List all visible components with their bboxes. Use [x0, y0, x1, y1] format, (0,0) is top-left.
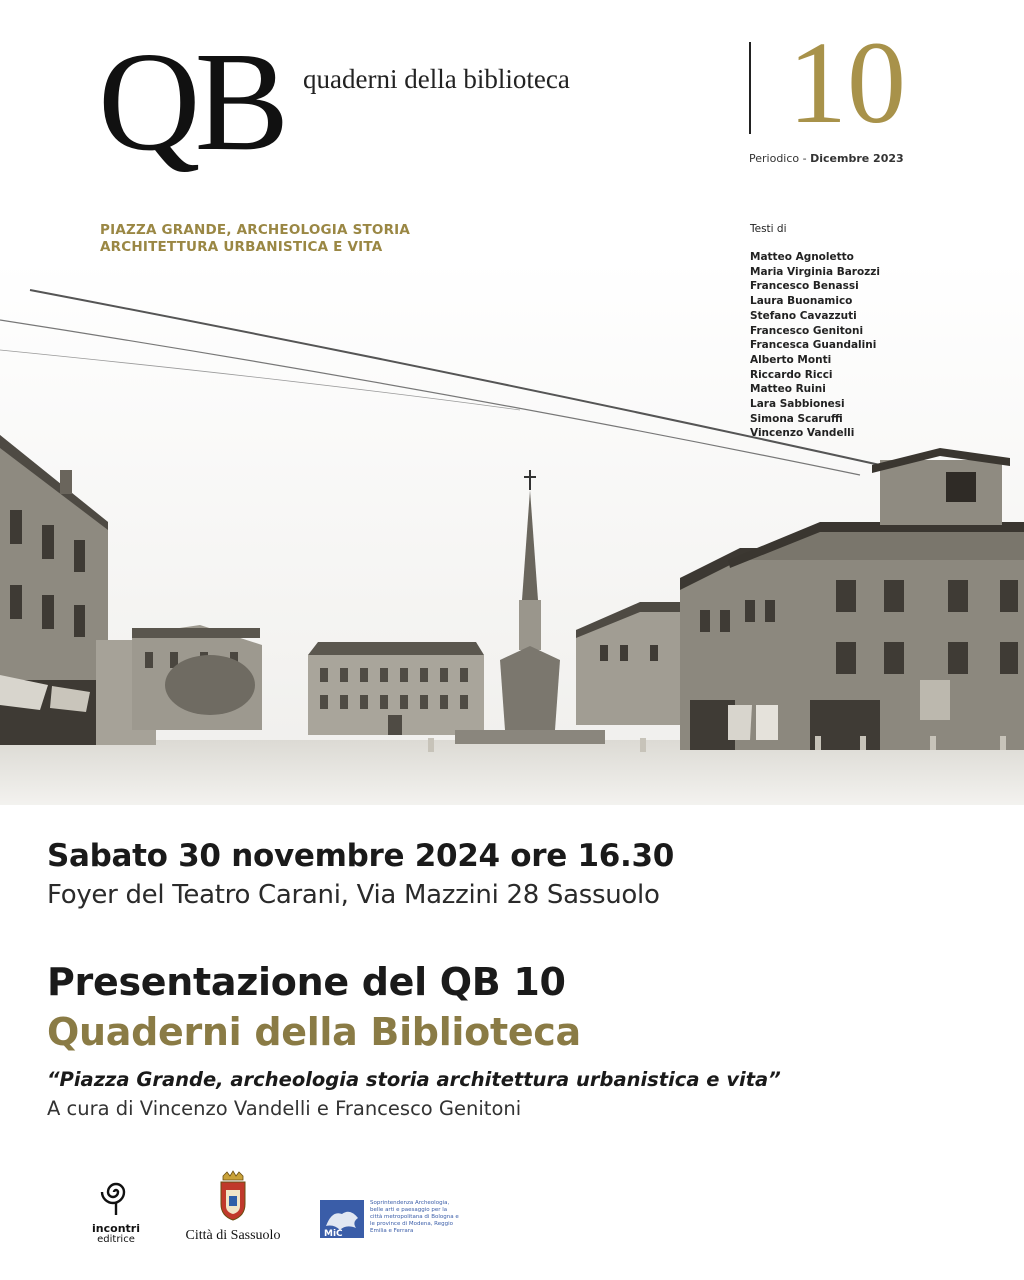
- spiral-icon: [98, 1172, 134, 1216]
- mic-label: MiC: [324, 1229, 343, 1238]
- event-venue: Foyer del Teatro Carani, Via Mazzini 28 Sassuolo: [47, 880, 660, 910]
- author-item: Simona Scaruffi: [750, 412, 843, 425]
- issue-number: 10: [788, 17, 906, 148]
- mic-emblem-icon: [320, 1200, 364, 1238]
- incontri-editrice-logo: [86, 1172, 146, 1245]
- periodical-line: [749, 152, 904, 165]
- author-item: Lara Sabbionesi: [750, 398, 845, 411]
- cover-subtitle-line1: PIAZZA GRANDE, ARCHEOLOGIA STORIA: [100, 222, 411, 238]
- cover-subtitle: [100, 222, 410, 256]
- series-name: quaderni della biblioteca: [303, 64, 570, 94]
- incontri-name: incontri: [92, 1222, 140, 1235]
- author-item: Francesco Genitoni: [750, 324, 864, 337]
- authors-heading: Testi di: [750, 223, 787, 235]
- mic-logo: [320, 1200, 364, 1242]
- incontri-sub: editrice: [97, 1234, 135, 1245]
- coat-of-arms-icon: [217, 1170, 249, 1222]
- author-item: Riccardo Ricci: [750, 368, 833, 381]
- author-item: Francesca Guandalini: [750, 339, 877, 352]
- authors-block: [750, 223, 880, 441]
- periodical-date: Dicembre 2023: [810, 152, 904, 165]
- presentation-title: Presentazione del QB 10: [47, 960, 566, 1004]
- author-item: Stefano Cavazzuti: [750, 309, 857, 322]
- authors-list: [750, 250, 880, 441]
- sassuolo-name: Città di Sassuolo: [185, 1228, 281, 1243]
- event-date: Sabato 30 novembre 2024 ore 16.30: [47, 838, 675, 874]
- header-divider: [749, 42, 751, 134]
- book-title: “Piazza Grande, archeologia storia architettura urbanistica e vita”: [47, 1068, 781, 1091]
- author-item: Alberto Monti: [750, 353, 832, 366]
- author-item: Francesco Benassi: [750, 280, 859, 293]
- citta-di-sassuolo-logo: [168, 1170, 298, 1244]
- author-item: Matteo Agnoletto: [750, 251, 854, 263]
- author-item: Maria Virginia Barozzi: [750, 265, 881, 278]
- author-item: Vincenzo Vandelli: [750, 427, 855, 440]
- presentation-subtitle: Quaderni della Biblioteca: [47, 1010, 581, 1054]
- cover-subtitle-line2: ARCHITETTURA URBANISTICA E VITA: [100, 239, 383, 255]
- author-item: Laura Buonamico: [750, 295, 853, 308]
- periodical-label: Periodico -: [749, 152, 811, 165]
- editors-line: A cura di Vincenzo Vandelli e Francesco Genitoni: [47, 1097, 522, 1120]
- qb-logo: QB: [98, 22, 284, 180]
- author-item: Matteo Ruini: [750, 383, 826, 396]
- mic-description: Soprintendenza Archeologia, belle arti e paesaggio per la città metropolitana di Bologna e le province di Modena, Reggio Emilia e Ferrara: [370, 1200, 459, 1234]
